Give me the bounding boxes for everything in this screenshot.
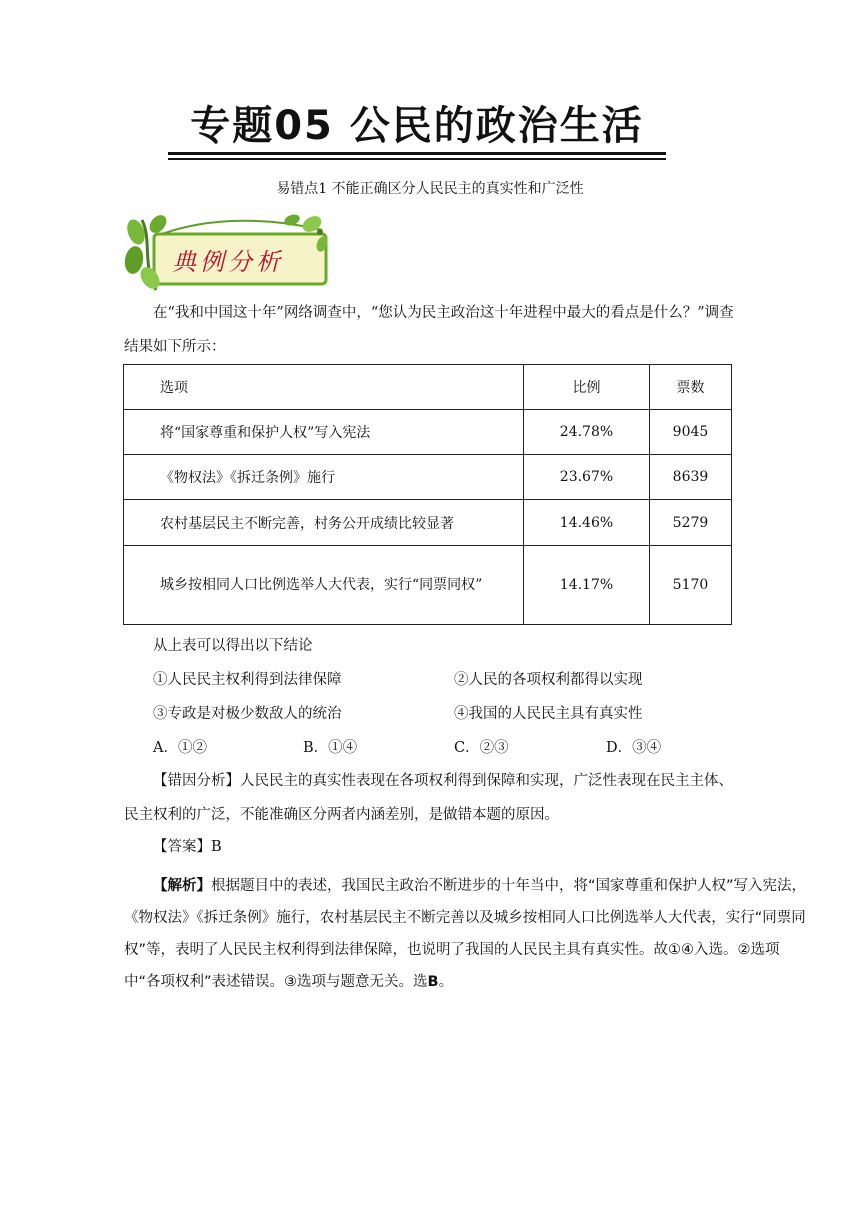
header-votes: 票数 [650, 365, 732, 410]
answer-value: B [211, 839, 222, 855]
answer [124, 830, 744, 864]
explanation-text: 根据题目中的表述，我国民主政治不断进步的十年当中，将“国家尊重和保护人权”写入宪法，《物权法》《拆迁条例》施行，农村基层民主不断完善以及城乡按相同人口比例选举人大代表，实行“同票同权”等，表明了人民民主权利得到法律保障，也说明了我国的人民民主具有真实性。故①④入选。②选项中“各项权利”表述错误。③选项与题意无关。选 [124, 878, 807, 990]
table-row [124, 455, 732, 500]
row-votes: 5279 [650, 500, 732, 546]
table-row [124, 500, 732, 546]
statement-3: ③专政是对极少数敌人的统治 [153, 706, 342, 722]
page-title: 专题05 公民的政治生活 [190, 103, 644, 149]
row-ratio: 23.67% [524, 455, 650, 500]
row-votes: 8639 [650, 455, 732, 500]
banner-label: 典例分析 [172, 248, 284, 276]
table-row [124, 410, 732, 455]
header-option: 选项 [124, 365, 524, 410]
row-ratio: 14.17% [524, 546, 650, 625]
explanation-label: 【解析】 [153, 878, 211, 894]
row-option: 城乡按相同人口比例选举人大代表，实行“同票同权” [124, 546, 524, 625]
explanation-answer: B [427, 974, 439, 990]
row-votes: 5170 [650, 546, 732, 625]
statement-4: ④我国的人民民主具有真实性 [454, 706, 643, 722]
error-analysis [124, 764, 736, 832]
title-underline-thin [168, 158, 666, 160]
choice-b: B．①④ [303, 740, 358, 756]
title-underline [168, 152, 666, 155]
error-analysis-text: 人民民主的真实性表现在各项权利得到保障和实现，广泛性表现在民主主体、民主权利的广泛，不能准确区分两者内涵差别，是做错本题的原因。 [124, 773, 733, 823]
explanation [124, 870, 814, 998]
choice-a: A．①② [153, 740, 207, 756]
answer-label: 【答案】 [153, 839, 211, 855]
row-option: 农村基层民主不断完善，村务公开成绩比较显著 [124, 500, 524, 546]
error-analysis-label: 【错因分析】 [153, 773, 240, 789]
example-analysis-banner [122, 210, 332, 292]
row-option: 将“国家尊重和保护人权”写入宪法 [124, 410, 524, 455]
statement-1: ①人民民主权利得到法律保障 [153, 672, 342, 688]
conclusion-lead: 从上表可以得出以下结论 [153, 638, 313, 654]
row-ratio: 24.78% [524, 410, 650, 455]
explanation-end: 。 [438, 974, 454, 990]
choice-d: D．③④ [606, 740, 662, 756]
table-header-row [124, 365, 732, 410]
row-votes: 9045 [650, 410, 732, 455]
survey-table [123, 364, 732, 625]
row-option: 《物权法》《拆迁条例》施行 [124, 455, 524, 500]
table-row [124, 546, 732, 625]
title-block [166, 100, 668, 162]
header-ratio: 比例 [524, 365, 650, 410]
subtitle: 易错点1 不能正确区分人民民主的真实性和广泛性 [276, 181, 584, 197]
choice-c: C．②③ [454, 740, 509, 756]
intro-paragraph: 在“我和中国这十年”网络调查中，“您认为民主政治这十年进程中最大的看点是什么？”调查结果如下所示： [124, 305, 734, 355]
row-ratio: 14.46% [524, 500, 650, 546]
statement-2: ②人民的各项权利都得以实现 [454, 672, 643, 688]
